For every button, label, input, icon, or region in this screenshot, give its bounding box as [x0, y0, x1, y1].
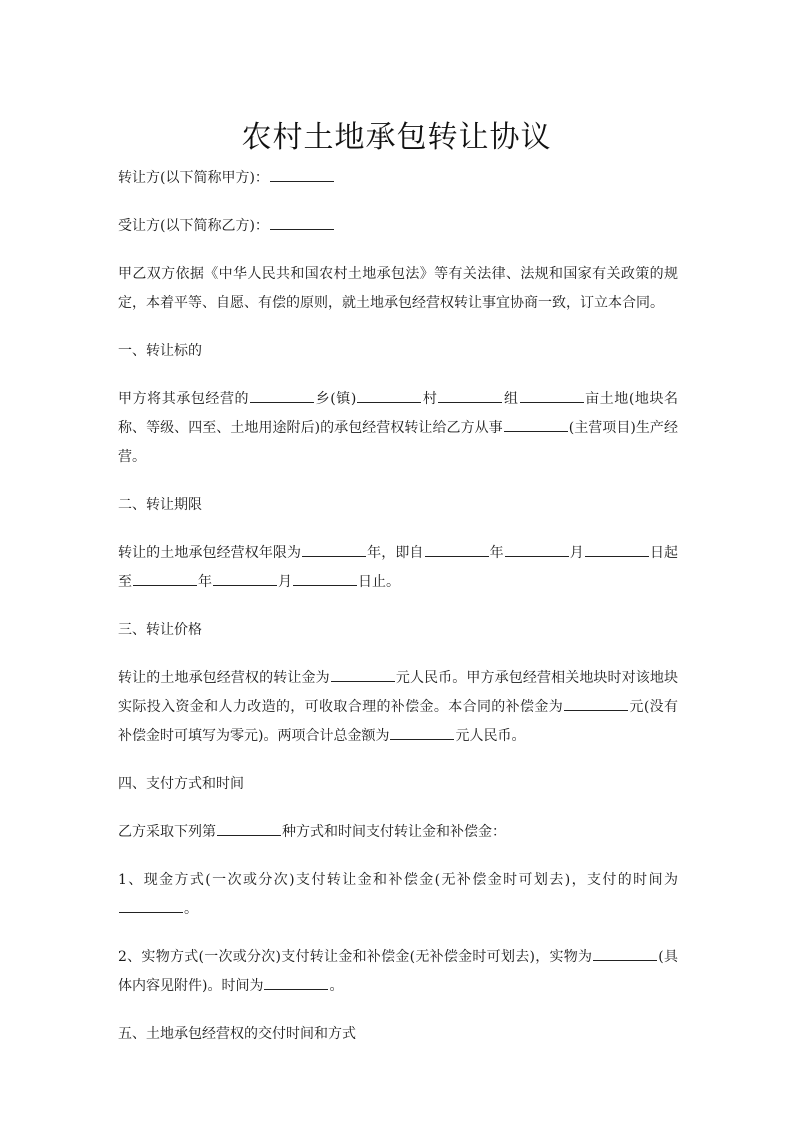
section-3-body: [118, 664, 678, 751]
section-5-heading: [118, 1020, 678, 1049]
fill-in-blank[interactable]: [119, 898, 183, 913]
section-4-option-2: [118, 943, 678, 1001]
fill-in-blank[interactable]: [593, 946, 657, 961]
text-segment: 1、现金方式(一次或分次)支付转让金和补偿金(无补偿金时可划去)，支付的时间为: [118, 872, 678, 888]
text-segment: 转让方(以下简称甲方)：: [118, 170, 269, 186]
text-segment: 年，即自: [367, 545, 424, 561]
document-body: [118, 164, 678, 1068]
section-2-body: [118, 539, 678, 597]
text-segment: 种方式和时间支付转让金和补偿金：: [282, 824, 506, 840]
text-segment: 一、转让标的: [118, 343, 202, 359]
section-4-heading: [118, 770, 678, 799]
text-segment: 元人民币。甲方承包经营相关地块时对该地块实际投入资金和人力改造的，可收取合理的补偿金。本合同的补偿金为: [118, 670, 679, 715]
fill-in-blank[interactable]: [504, 417, 568, 432]
fill-in-blank[interactable]: [264, 975, 328, 990]
section-3-heading: [118, 616, 678, 645]
fill-in-blank[interactable]: [302, 542, 366, 557]
section-4-intro: [118, 818, 678, 847]
fill-in-blank[interactable]: [390, 725, 454, 740]
fill-in-blank[interactable]: [293, 571, 357, 586]
fill-in-blank[interactable]: [270, 215, 334, 230]
fill-in-blank[interactable]: [520, 388, 584, 403]
fill-in-blank[interactable]: [564, 696, 628, 711]
transferee-line: [118, 212, 678, 241]
text-segment: 二、转让期限: [118, 497, 202, 513]
section-4-option-1: [118, 866, 678, 924]
text-segment: 日起至: [118, 545, 679, 590]
text-segment: 受让方(以下简称乙方)：: [118, 218, 269, 234]
text-segment: 甲方将其承包经营的: [118, 391, 250, 407]
fill-in-blank[interactable]: [331, 667, 395, 682]
text-segment: 三、转让价格: [118, 622, 202, 638]
text-segment: 月: [278, 574, 292, 590]
text-segment: 年: [489, 545, 504, 561]
section-2-heading: [118, 491, 678, 520]
fill-in-blank[interactable]: [505, 542, 569, 557]
text-segment: 日止。: [358, 574, 400, 590]
fill-in-blank[interactable]: [250, 388, 314, 403]
fill-in-blank[interactable]: [133, 571, 197, 586]
fill-in-blank[interactable]: [270, 167, 334, 182]
fill-in-blank[interactable]: [217, 821, 281, 836]
text-segment: 五、土地承包经营权的交付时间和方式: [118, 1026, 356, 1042]
text-segment: 。: [329, 978, 344, 994]
text-segment: 元人民币。: [455, 728, 526, 744]
document-title: 农村土地承包转让协议: [241, 120, 552, 156]
text-segment: 乡(镇): [315, 391, 357, 407]
transferor-line: [118, 164, 678, 193]
fill-in-blank[interactable]: [438, 388, 502, 403]
section-1-heading: [118, 337, 678, 366]
text-segment: 元(没有补偿金时可填写为零元)。两项合计总金额为: [118, 699, 679, 744]
text-segment: 村: [422, 391, 438, 407]
text-segment: 甲乙双方依据《中华人民共和国农村土地承包法》等有关法律、法规和国家有关政策的规定，本着平等、自愿、有偿的原则，就土地承包经营权转让事宜协商一致，订立本合同。: [118, 266, 678, 311]
text-segment: 月: [569, 545, 584, 561]
text-segment: 。: [184, 901, 198, 917]
text-segment: (主营项目)生产经营。: [118, 420, 678, 465]
text-segment: 转让的土地承包经营权的转让金为: [118, 670, 330, 686]
text-segment: 2、实物方式(一次或分次)支付转让金和补偿金(无补偿金时可划去)，实物为: [118, 949, 593, 965]
fill-in-blank[interactable]: [213, 571, 277, 586]
text-segment: 四、支付方式和时间: [118, 776, 244, 792]
text-segment: 乙方采取下列第: [118, 824, 216, 840]
preamble: [118, 260, 678, 318]
text-segment: 亩土地(地块名称、等级、四至、土地用途附后)的承包经营权转让给乙方从事: [118, 391, 679, 436]
text-segment: (具体内容见附件)。时间为: [118, 949, 678, 994]
text-segment: 转让的土地承包经营权年限为: [118, 545, 302, 561]
text-segment: 年: [198, 574, 212, 590]
text-segment: 组: [503, 391, 519, 407]
fill-in-blank[interactable]: [357, 388, 421, 403]
fill-in-blank[interactable]: [585, 542, 649, 557]
section-1-body: [118, 385, 678, 472]
fill-in-blank[interactable]: [425, 542, 489, 557]
